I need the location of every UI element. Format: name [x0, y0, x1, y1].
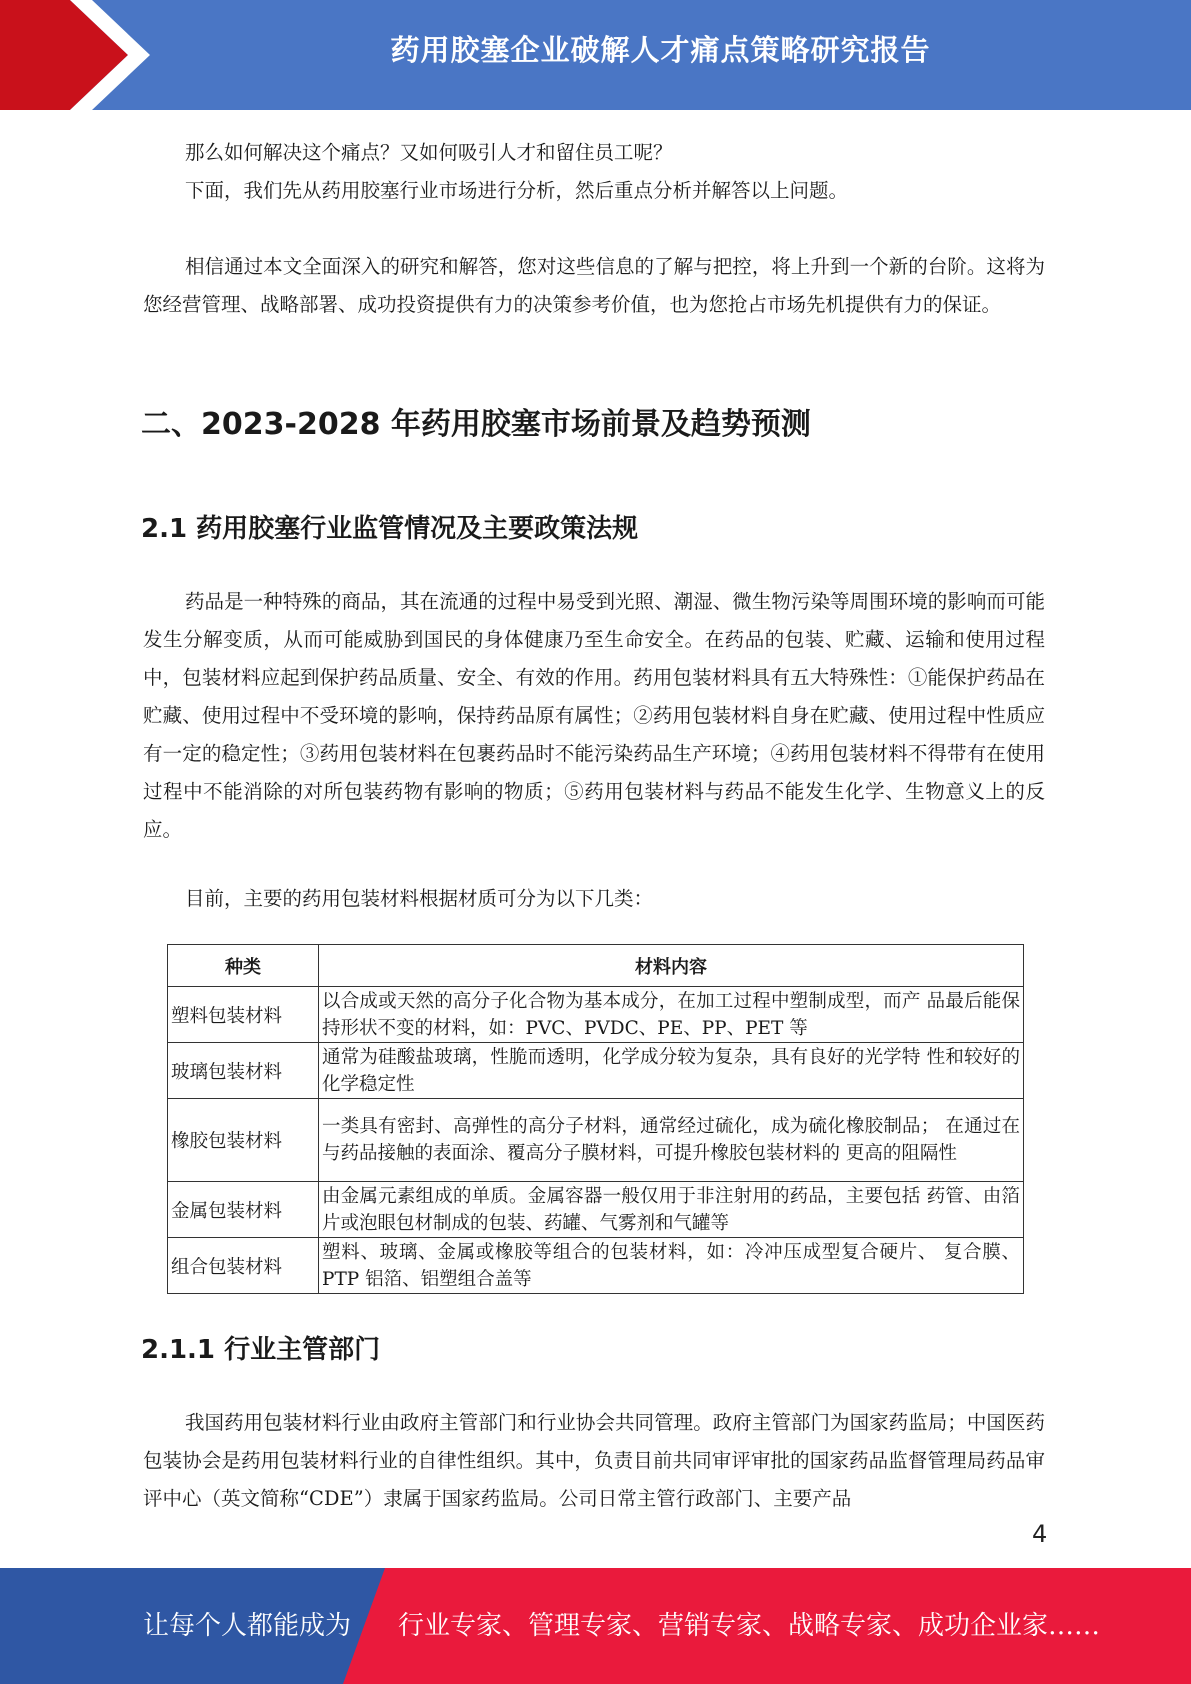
paragraph-value: 相信通过本文全面深入的研究和解答，您对这些信息的了解与把控，将上升到一个新的台阶。这将为您经营管理、战略部署、成功投资提供有力的决策参考价值，也为您抢占市场先机提供有力的保证。: [143, 255, 1045, 316]
section-heading: 二、2023-2028 年药用胶塞市场前景及趋势预测: [141, 407, 811, 442]
table-row: [168, 1182, 1024, 1238]
table-row: [168, 1099, 1024, 1182]
subsection-heading: 2.1 药用胶塞行业监管情况及主要政策法规: [141, 514, 639, 544]
paragraph-question: 那么如何解决这个痛点？又如何吸引人才和留住员工呢？: [185, 141, 673, 164]
table-cell-content: 塑料、玻璃、金属或橡胶等组合的包装材料，如：冷冲压成型复合硬片、 复合膜、PTP 铝箔、铝塑组合盖等: [319, 1238, 1024, 1294]
header-banner: [0, 0, 1191, 110]
table-cell-content: 以合成或天然的高分子化合物为基本成分，在加工过程中塑制成型，而产 品最后能保持形状不变的材料，如：PVC、PVDC、PE、PP、PET 等: [319, 987, 1024, 1043]
footer-slogan-right: 行业专家、管理专家、营销专家、战略专家、成功企业家……: [398, 1611, 1101, 1641]
materials-table: [167, 944, 1024, 1294]
table-header-content: 材料内容: [319, 945, 1024, 987]
paragraph-regulators: 我国药用包装材料行业由政府主管部门和行业协会共同管理。政府主管部门为国家药监局；中国医药包装协会是药用包装材料行业的自律性组织。其中，负责目前共同审评审批的国家药品监督管理局药品审评中心（英文简称“CDE”）隶属于国家药监局。公司日常主管行政部门、主要产品: [143, 1411, 1045, 1510]
footer-banner: [0, 1568, 1191, 1684]
footer-slogan-left: 让每个人都能成为: [143, 1611, 352, 1641]
report-title: 药用胶塞企业破解人才痛点策略研究报告: [390, 33, 931, 67]
table-row: [168, 1043, 1024, 1099]
table-cell-content: 由金属元素组成的单质。金属容器一般仅用于非注射用的药品，主要包括 药管、由箔片或泡眼包材制成的包装、药罐、气雾剂和气罐等: [319, 1182, 1024, 1238]
page-number: 4: [1032, 1520, 1048, 1548]
table-cell-type: 橡胶包装材料: [168, 1099, 319, 1182]
table-cell-type: 玻璃包装材料: [168, 1043, 319, 1099]
paragraph-categories: 目前，主要的药用包装材料根据材质可分为以下几类：: [185, 887, 654, 910]
table-row: [168, 987, 1024, 1043]
table-cell-type: 金属包装材料: [168, 1182, 319, 1238]
header-red-arrow: [0, 0, 140, 110]
paragraph-intro: 下面，我们先从药用胶塞行业市场进行分析，然后重点分析并解答以上问题。: [185, 179, 849, 202]
table-cell-content: 通常为硅酸盐玻璃，性脆而透明，化学成分较为复杂，具有良好的光学特 性和较好的化学稳定性: [319, 1043, 1024, 1099]
table-header-row: [168, 945, 1024, 987]
subsubsection-heading: 2.1.1 行业主管部门: [141, 1335, 381, 1365]
table-header-type: 种类: [168, 945, 319, 987]
table-cell-type: 组合包装材料: [168, 1238, 319, 1294]
table-cell-content: 一类具有密封、高弹性的高分子材料，通常经过硫化，成为硫化橡胶制品； 在通过在与药品接触的表面涂、覆高分子膜材料，可提升橡胶包装材料的 更高的阻隔性: [319, 1099, 1024, 1182]
table-row: [168, 1238, 1024, 1294]
paragraph-packaging: 药品是一种特殊的商品，其在流通的过程中易受到光照、潮湿、微生物污染等周围环境的影响而可能发生分解变质，从而可能威胁到国民的身体健康乃至生命安全。在药品的包装、贮藏、运输和使用过程中，包装材料应起到保护药品质量、安全、有效的作用。药用包装材料具有五大特殊性：①能保护药品在贮藏、使用过程中不受环境的影响，保持药品原有属性；②药用包装材料自身在贮藏、使用过程中性质应有一定的稳定性；③药用包装材料在包裹药品时不能污染药品生产环境；④药用包装材料不得带有在使用过程中不能消除的对所包装药物有影响的物质；⑤药用包装材料与药品不能发生化学、生物意义上的反应。: [143, 590, 1045, 841]
table-cell-type: 塑料包装材料: [168, 987, 319, 1043]
